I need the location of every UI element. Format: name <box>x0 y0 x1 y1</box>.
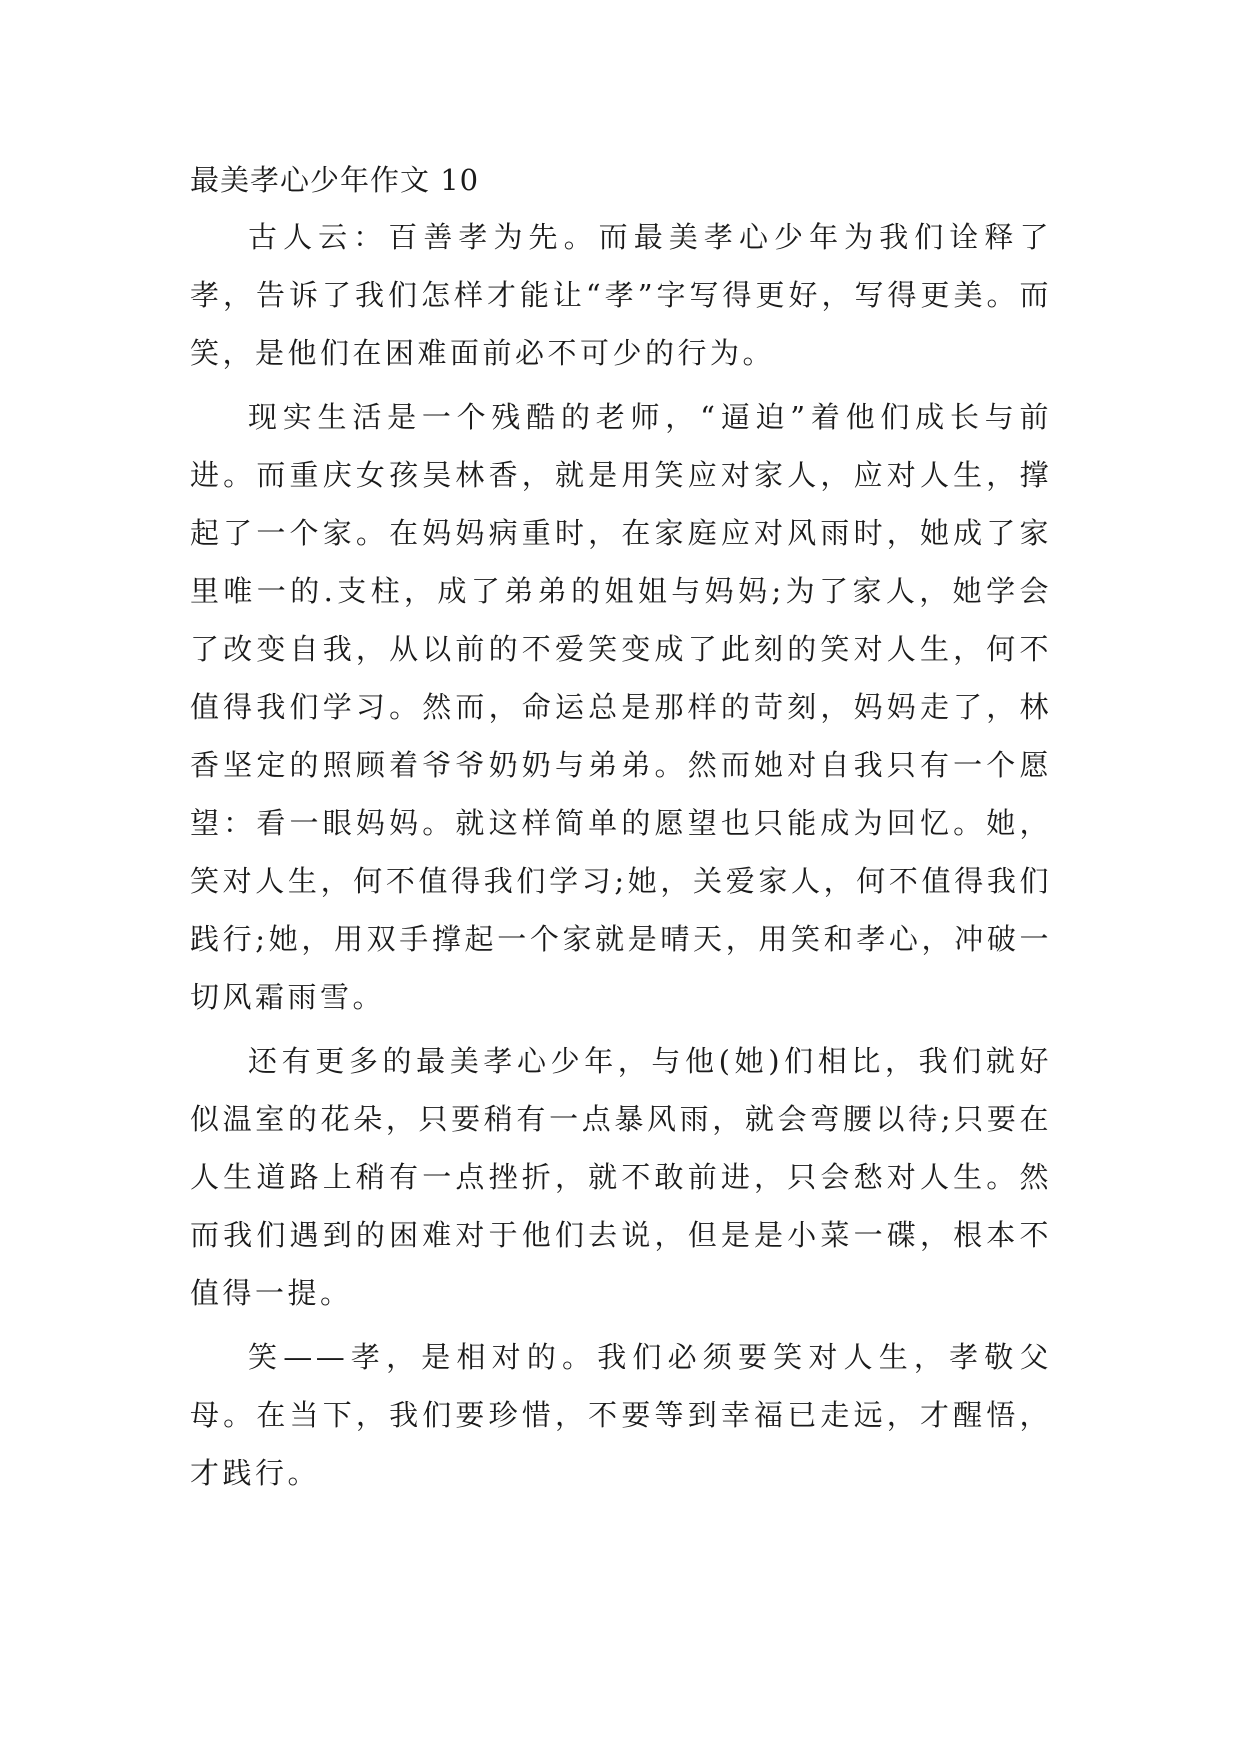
document-title: 最美孝心少年作文 10 <box>190 163 480 197</box>
paragraph-3: 还有更多的最美孝心少年，与他(她)们相比，我们就好似温室的花朵，只要稍有一点暴风雨，就会弯腰以待;只要在人生道路上稍有一点挫折，就不敢前进，只会愁对人生。然而我们遇到的困难对于他们去说，但是是小菜一碟，根本不值得一提。 <box>190 1044 1052 1310</box>
paragraph-4: 笑——孝，是相对的。我们必须要笑对人生，孝敬父母。在当下，我们要珍惜，不要等到幸福已走远，才醒悟，才践行。 <box>190 1340 1052 1490</box>
document-body <box>190 160 1052 1502</box>
paragraph-2: 现实生活是一个残酷的老师，“逼迫”着他们成长与前进。而重庆女孩吴林香，就是用笑应对家人，应对人生，撑起了一个家。在妈妈病重时，在家庭应对风雨时，她成了家里唯一的.支柱，成了弟弟的姐姐与妈妈;为了家人，她学会了改变自我，从以前的不爱笑变成了此刻的笑对人生，何不值得我们学习。然而，命运总是那样的苛刻，妈妈走了，林香坚定的照顾着爷爷奶奶与弟弟。然而她对自我只有一个愿望：看一眼妈妈。就这样简单的愿望也只能成为回忆。她，笑对人生，何不值得我们学习;她，关爱家人，何不值得我们践行;她，用双手撑起一个家就是晴天，用笑和孝心，冲破一切风霜雨雪。 <box>190 400 1052 1014</box>
paragraph-1: 古人云：百善孝为先。而最美孝心少年为我们诠释了孝，告诉了我们怎样才能让“孝”字写得更好，写得更美。而笑，是他们在困难面前必不可少的行为。 <box>190 220 1052 370</box>
